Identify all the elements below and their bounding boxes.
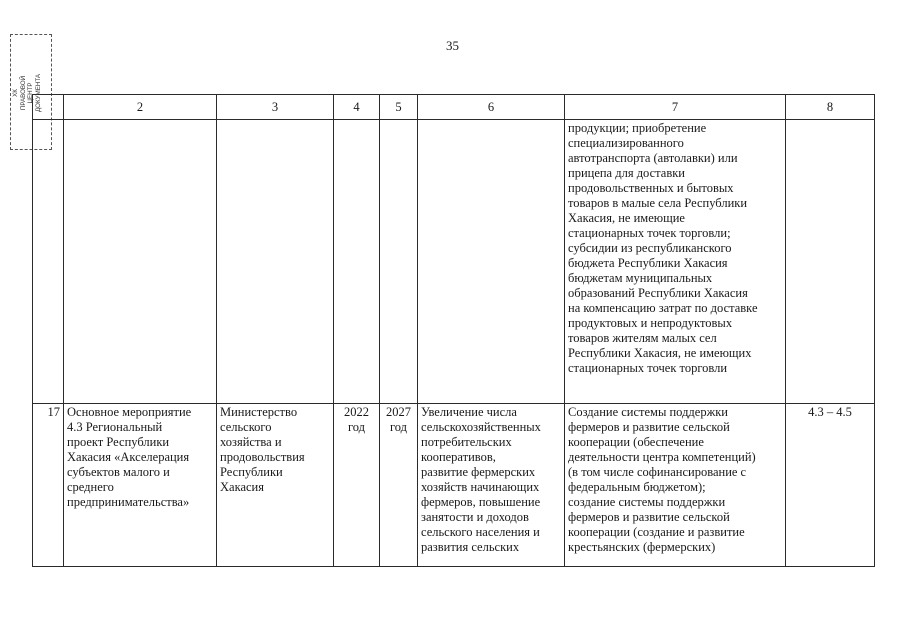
- stamp-line: ПРАВОВОЙ: [19, 75, 27, 111]
- header-cell-3: 3: [217, 95, 334, 120]
- measures-table: [32, 94, 875, 567]
- end-year: 2027 год: [386, 405, 411, 434]
- header-cell-8: 8: [786, 95, 875, 120]
- end-year-cell: [380, 404, 418, 567]
- stamp-line: ЦЕНТР: [27, 82, 34, 104]
- measure-name: Основное мероприятие 4.3 Региональный проект Республики Хакасия «Акселерация субъектов малого и среднего предпринимательства»: [67, 405, 192, 509]
- header-cell-7: 7: [565, 95, 786, 120]
- page-number: 35: [446, 38, 459, 53]
- header-cell-1: [33, 95, 64, 120]
- measure-name-cell: [64, 404, 217, 567]
- header-row: [33, 95, 875, 120]
- executor-cell: [217, 404, 334, 567]
- measure-contents-cell: [565, 120, 786, 404]
- table-cell: [33, 120, 64, 404]
- measure-contents: Создание системы поддержки фермеров и развитие сельской кооперации (обеспечение деятельности центра компетенций) (в том числе софинансирование с федеральным бюджетом); создание системы поддержки фермеров и развитие сельской кооперации (создание и развитие крестьянских (фермерских): [568, 405, 756, 554]
- table-row-17: [33, 404, 875, 567]
- table-cell: [418, 120, 565, 404]
- measure-contents-cell: [565, 404, 786, 567]
- header-cell-5: 5: [380, 95, 418, 120]
- stamp-line: ХК: [12, 89, 19, 97]
- header-cell-6: 6: [418, 95, 565, 120]
- indicator-link-cell: [786, 404, 875, 567]
- executor: Министерство сельского хозяйства и продовольствия Республики Хакасия: [220, 405, 305, 494]
- table-cell: [64, 120, 217, 404]
- measure-contents-text: продукции; приобретение специализированного автотранспорта (автолавки) или прицепа для доставки продовольственных и бытовых товаров в малые села Республики Хакасия, не имеющие стационарных точек торговли; субсидии из республиканского бюджета Республики Хакасия бюджетам муниципальных образований Республики Хакасия на компенсацию затрат по доставке продуктовых и непродуктовых товаров жителям малых сел Республики Хакасия, не имеющих стационарных точек торговли: [568, 121, 758, 375]
- indicator-link: 4.3 – 4.5: [808, 405, 852, 419]
- expected-result: Увеличение числа сельскохозяйственных потребительских кооперативов, развитие фермерских хозяйств начинающих фермеров, повышение занятости и доходов сельского населения и развития сельских: [421, 405, 541, 554]
- table-cell: [380, 120, 418, 404]
- expected-result-cell: [418, 404, 565, 567]
- table-cell: [786, 120, 875, 404]
- row-number-cell: [33, 404, 64, 567]
- table-cell: [217, 120, 334, 404]
- table-cell: [334, 120, 380, 404]
- header-cell-2: 2: [64, 95, 217, 120]
- start-year: 2022 год: [344, 405, 369, 434]
- header-cell-4: 4: [334, 95, 380, 120]
- start-year-cell: [334, 404, 380, 567]
- row-number: 17: [47, 405, 60, 419]
- stamp-line: ДОКУМЕНТА: [34, 73, 42, 113]
- table-row-continuation: [33, 120, 875, 404]
